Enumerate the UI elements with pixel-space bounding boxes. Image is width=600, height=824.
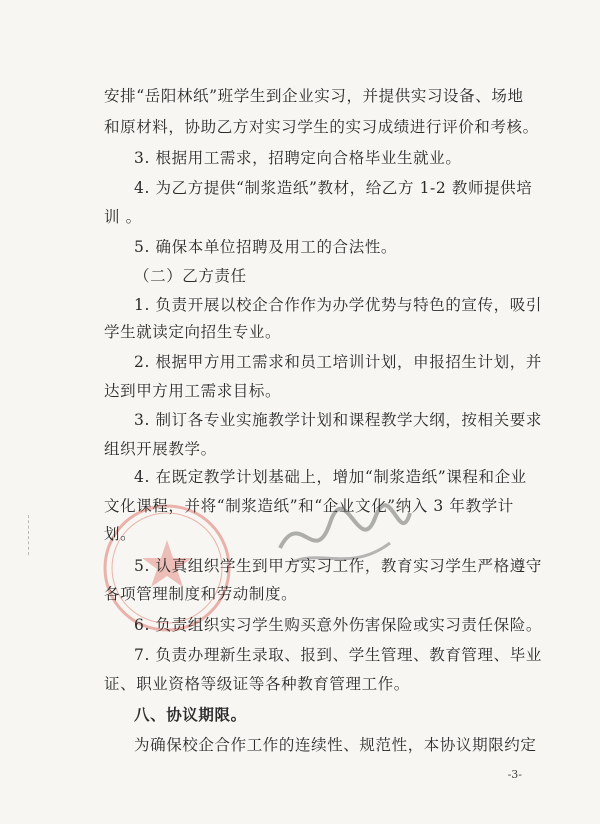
text-line-14: 4. 在既定教学计划基础上，增加“制浆造纸”课程和企业 — [134, 468, 527, 486]
binding-mark — [28, 515, 35, 555]
text-line-23: 为确保校企合作工作的连续性、规范性，本协议期限约定 — [134, 736, 537, 754]
text-line-4: 4. 为乙方提供“制浆造纸”教材，给乙方 1-2 教师提供培 — [134, 179, 533, 197]
text-line-5: 训 。 — [104, 208, 142, 226]
text-line-1: 安排“岳阳林纸”班学生到企业实习，并提供实习设备、场地 — [104, 87, 524, 105]
text-line-18: 各项管理制度和劳动制度。 — [104, 585, 298, 603]
text-line-8: 1. 负责开展以校企合作作为办学优势与特色的宣传，吸引 — [134, 296, 542, 314]
section-heading-party-b: （二）乙方责任 — [134, 267, 247, 285]
text-line-16: 划。 — [104, 525, 137, 543]
text-line-6: 5. 确保本单位招聘及用工的合法性。 — [134, 238, 398, 256]
section-heading-agreement-term: 八、协议期限。 — [134, 705, 247, 724]
text-line-2: 和原材料，协助乙方对实习学生的实习成绩进行评价和考核。 — [104, 118, 539, 136]
text-line-13: 组织开展教学。 — [104, 440, 217, 458]
text-line-19: 6. 负责组织实习学生购买意外伤害保险或实习责任保险。 — [134, 616, 542, 634]
text-line-17: 5. 认真组织学生到甲方实习工作，教育实习学生严格遵守 — [134, 557, 542, 575]
text-line-12: 3. 制订各专业实施教学计划和课程教学大纲，按相关要求 — [134, 411, 542, 429]
text-line-9: 学生就读定向招生专业。 — [104, 323, 282, 341]
text-line-21: 证、职业资格等级证等各种教育管理工作。 — [104, 675, 410, 693]
page-number: -3- — [507, 768, 522, 781]
text-line-15: 文化课程，并将“制浆造纸”和“企业文化”纳入 3 年教学计 — [104, 497, 514, 515]
text-line-10: 2. 根据甲方用工需求和员工培训计划，申报招生计划，并 — [134, 353, 542, 371]
text-line-11: 达到甲方用工需求目标。 — [104, 382, 282, 400]
text-line-20: 7. 负责办理新生录取、报到、学生管理、教育管理、毕业 — [134, 646, 542, 664]
text-line-3: 3. 根据用工需求，招聘定向合格毕业生就业。 — [134, 149, 462, 167]
